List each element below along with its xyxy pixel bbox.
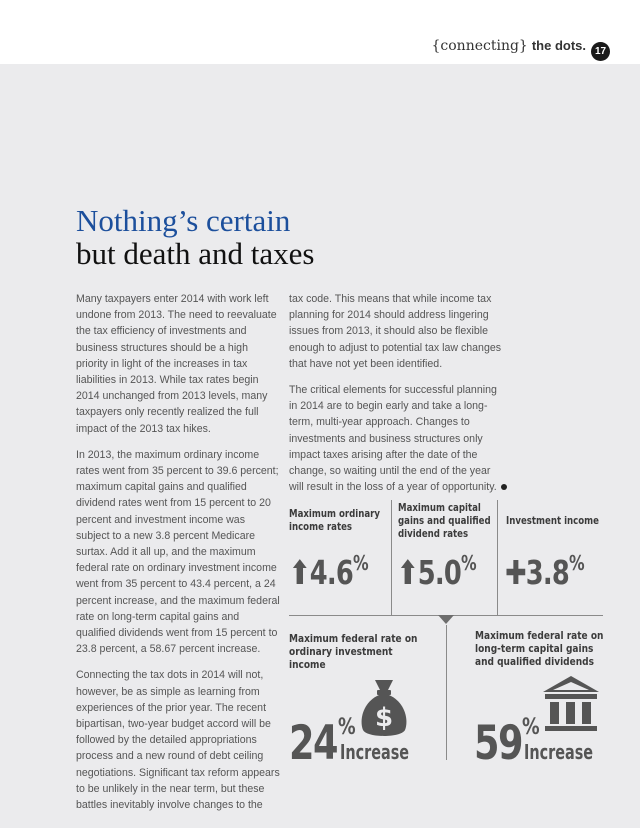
big-percent-ordinary: %	[338, 715, 356, 740]
stat-number: 5.0	[417, 553, 462, 592]
paragraph: Connecting the tax dots in 2014 will not, however, be as simple as learning from experiences of the prior year. The recent bipartisan, two-year budget accord will be followed by the detailed appropriations process and a new round of debt ceiling negotiations. Significant tax reform appears to be unlikely in the near term, but these battles inevitably involve changes to the	[76, 669, 280, 812]
page-number: 17	[591, 42, 610, 61]
stat-number: 3.8	[525, 553, 570, 592]
header-bar	[0, 0, 640, 64]
plus-icon: ✚	[505, 553, 526, 592]
divider-vertical	[497, 500, 498, 615]
brand-logo	[432, 38, 587, 54]
title-line-1: Nothing’s certain	[76, 203, 291, 238]
paragraph: tax code. This means that while income tax planning for 2014 should address lingering issues from 2013, it should also be flexible enough to adjust to potential tax law changes that have not yet been identified.	[289, 293, 502, 370]
big-percent-capital-gains: %	[522, 715, 540, 740]
stat-value-investment	[505, 553, 584, 592]
increase-word-ordinary: Increase	[340, 740, 410, 764]
stat-percent: %	[353, 551, 368, 575]
divider-vertical	[446, 625, 447, 760]
paragraph-last	[289, 382, 507, 495]
stat-label-investment: Investment income	[506, 515, 599, 527]
stat-value-capital-gains	[397, 553, 476, 592]
bottom-label-capital-gains: Maximum federal rate on long-term capital gains and qualified dividends	[475, 629, 604, 668]
brand-dots: the dots.	[531, 38, 586, 53]
bank-building-icon	[541, 674, 601, 738]
big-number-capital-gains: 59	[474, 716, 522, 771]
stat-percent: %	[461, 551, 476, 575]
paragraph-text: The critical elements for successful planning in 2014 are to begin early and take a long-term, multi-year approach. Changes to investments and business structures only impact taxes arising after the date of the change, so waiting until the end of the year will result in the loss of a year of opportunity.	[289, 384, 497, 494]
svg-text:$: $	[374, 703, 394, 733]
paragraph: Many taxpayers enter 2014 with work left undone from 2013. The need to reevaluate the tax efficiency of investments and business structures should be a high priority in light of the increases in tax liabilities in 2013. While tax rates begin 2014 unchanged from 2013 levels, many taxpayers only recently realized the full impact of the 2013 tax hikes.	[76, 293, 277, 435]
big-number-ordinary: 24	[289, 716, 337, 771]
body-column-2	[289, 291, 507, 505]
title-line-2: but death and taxes	[76, 236, 315, 271]
stat-number: 4.6	[309, 553, 354, 592]
stat-value-ordinary	[289, 553, 368, 592]
increase-word-capital-gains: Increase	[524, 740, 594, 764]
divider-vertical	[391, 500, 392, 615]
money-bag-icon	[357, 676, 411, 740]
body-column-1	[76, 291, 281, 823]
brand-connecting: {connecting}	[431, 38, 528, 54]
stat-label-capital-gains: Maximum capital gains and qualified dividend rates	[398, 502, 491, 540]
bottom-label-ordinary: Maximum federal rate on ordinary investment income	[289, 632, 418, 671]
pointer-triangle-icon	[438, 615, 454, 625]
paragraph: In 2013, the maximum ordinary income rates went from 35 percent to 39.6 percent; maximum capital gains and qualified dividend rates went from 15 percent to 20 percent and investment income was subject to a new 3.8 percent Medicare surtax. Add it all up, and the maximum federal rate on ordinary investment income went from 35 percent to 43.4 percent, a 24 percent increase, and the maximum federal rate on long-term capital gains and qualified dividends went from 15 percent to 23.8 percent, a 58.67 percent increase.	[76, 448, 280, 656]
stat-percent: %	[569, 551, 584, 575]
stat-label-ordinary: Maximum ordinary income rates	[289, 508, 381, 533]
arrow-up-icon: ⬆	[397, 553, 418, 592]
arrow-up-icon: ⬆	[289, 553, 310, 592]
end-bullet-icon	[501, 484, 507, 490]
